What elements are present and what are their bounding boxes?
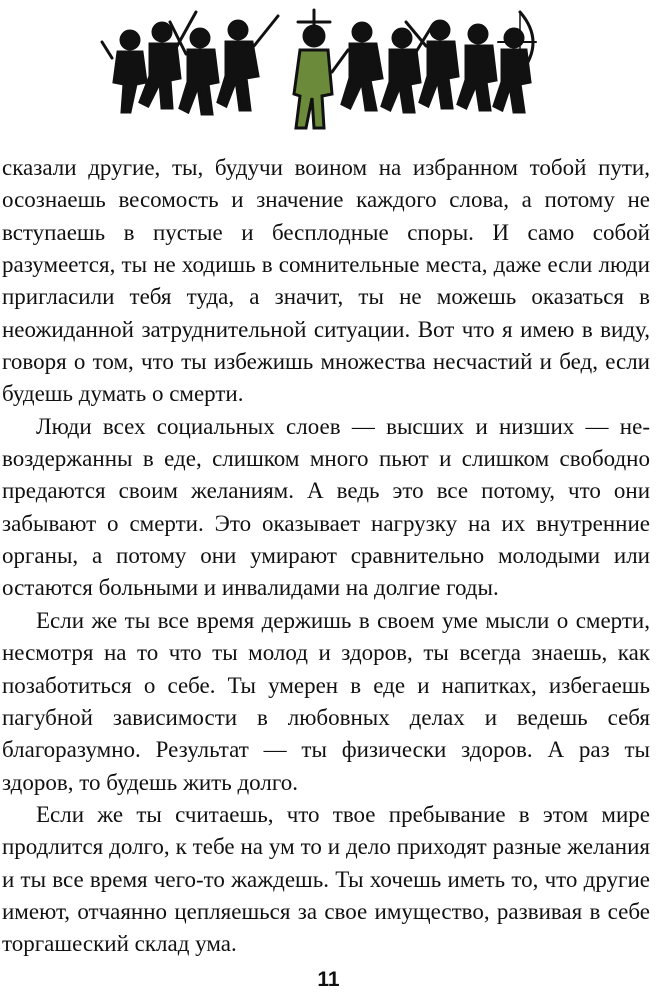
paragraph: сказали другие, ты, будучи воином на избранном тобой пути, осознаешь весомость и значение каждого слова, а потому не вступаешь в пустые и бесплодные споры. И само собой разумеется, ты не ходишь в сомнительные места, даже если люди пригласили тебя туда, а значит, ты не можешь оказаться в неожиданной затруднительной ситуации. Вот что я имею в виду, говоря о том, что ты избежишь множества несчастий и бед, если будешь думать о смерти. <box>2 155 650 407</box>
archer-figure <box>494 12 536 112</box>
paragraph: Люди всех социальных слоев — высших и низших — невоздержанны в еде, слишком много пьют и слишком свободно предаются своим желаниям. А ведь это все потому, что они забывают о смерти. Это оказывает нагрузку на их внутренние органы, а потому они умирают сравнительно молодыми или остаются больными и инвалидами на долгие годы. <box>2 413 650 601</box>
warrior-figure <box>218 16 278 110</box>
paragraph: Если же ты считаешь, что твое пребывание в этом мире продлится долго, к тебе на ум то и дело приходят разные желания и ты все время чего-то жаждешь. Ты хочешь иметь то, что другие имеют, отчаянно цепляешься за свое имущество, развивая в себе торгашеский склад ума. <box>2 801 650 957</box>
body-text <box>2 152 650 961</box>
warrior-figure <box>332 23 382 110</box>
paragraph: Если же ты все время держишь в своем уме мысли о смерти, несмотря на то что ты молод и здоров, ты всегда знаешь, как позаботиться о себе. Ты умерен в еде и напитках, избегаешь пагубной зависимости в любовных делах и ведешь себя благоразумно. Результат — ты физически здоров. А раз ты здоров, то будешь жить долго. <box>2 607 650 795</box>
warrior-figure <box>458 25 496 110</box>
central-warrior-figure <box>294 10 332 128</box>
samurai-warriors-icon <box>100 2 540 134</box>
page-number: 11 <box>317 968 340 991</box>
